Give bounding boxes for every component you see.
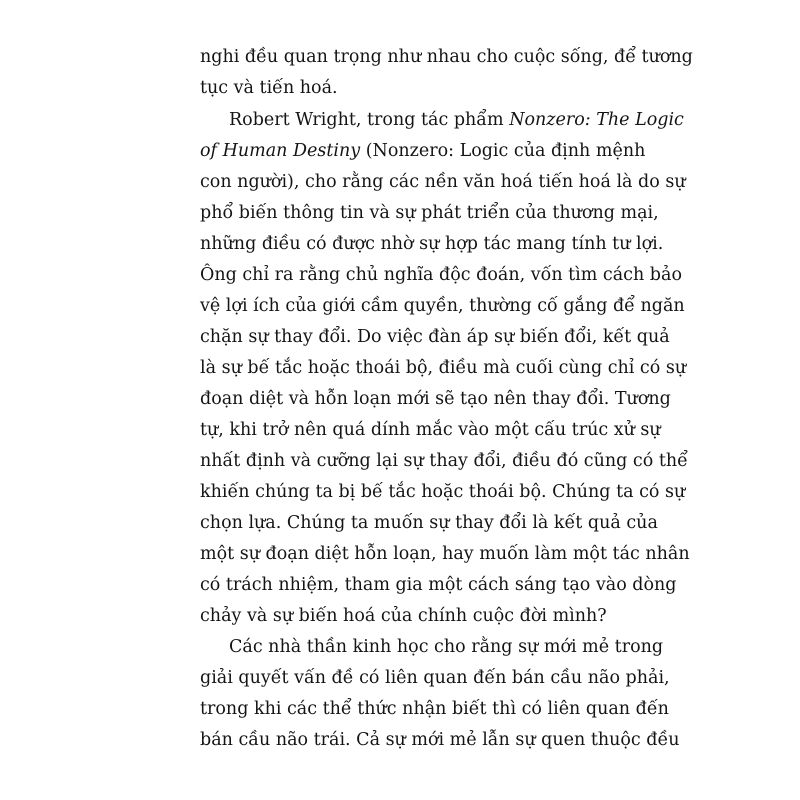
text-line: tự, khi trở nên quá dính mắc vào một cấu trúc xử sự xyxy=(200,420,661,440)
text-line: vệ lợi ích của giới cầm quyền, thường cố gắng để ngăn xyxy=(200,296,685,316)
text-line: Các nhà thần kinh học cho rằng sự mới mẻ trong xyxy=(229,637,664,657)
text-line: chọn lựa. Chúng ta muốn sự thay đổi là kết quả của xyxy=(200,513,658,533)
text-line: trong khi các thể thức nhận biết thì có liên quan đến xyxy=(200,699,669,719)
text-line: phổ biến thông tin và sự phát triển của thương mại, xyxy=(200,203,659,223)
text-line: bán cầu não trái. Cả sự mới mẻ lẫn sự quen thuộc đều xyxy=(200,730,680,750)
text-line: là sự bế tắc hoặc thoái bộ, điều mà cuối cùng chỉ có sự xyxy=(200,358,687,378)
book-title-italic: Nonzero: The Logic xyxy=(509,110,684,130)
text-line: khiến chúng ta bị bế tắc hoặc thoái bộ. Chúng ta có sự xyxy=(200,482,686,502)
text-line: có trách nhiệm, tham gia một cách sáng tạo vào dòng xyxy=(200,575,677,595)
text-line: nhất định và cưỡng lại sự thay đổi, điều đó cũng có thể xyxy=(200,451,688,471)
text-line: nghi đều quan trọng như nhau cho cuộc sống, để tương xyxy=(200,47,693,67)
text-line: of Human Destiny (Nonzero: Logic của định mệnh xyxy=(200,141,646,161)
text-line: chảy và sự biến hoá của chính cuộc đời mình? xyxy=(200,606,607,626)
text-line: một sự đoạn diệt hỗn loạn, hay muốn làm một tác nhân xyxy=(200,544,690,564)
text-line: tục và tiến hoá. xyxy=(200,78,338,98)
text-line: Ông chỉ ra rằng chủ nghĩa độc đoán, vốn tìm cách bảo xyxy=(200,265,682,285)
text-line: Robert Wright, trong tác phẩm Nonzero: The Logic xyxy=(229,110,684,130)
book-title-italic: of Human Destiny xyxy=(200,141,361,161)
text-line: giải quyết vấn đề có liên quan đến bán cầu não phải, xyxy=(200,668,670,688)
text-line: chặn sự thay đổi. Do việc đàn áp sự biến đổi, kết quả xyxy=(200,327,670,347)
text-line: những điều có được nhờ sự hợp tác mang tính tư lợi. xyxy=(200,234,664,254)
text-line: đoạn diệt và hỗn loạn mới sẽ tạo nên thay đổi. Tương xyxy=(200,389,671,409)
text-line: con người), cho rằng các nền văn hoá tiến hoá là do sự xyxy=(200,172,686,192)
